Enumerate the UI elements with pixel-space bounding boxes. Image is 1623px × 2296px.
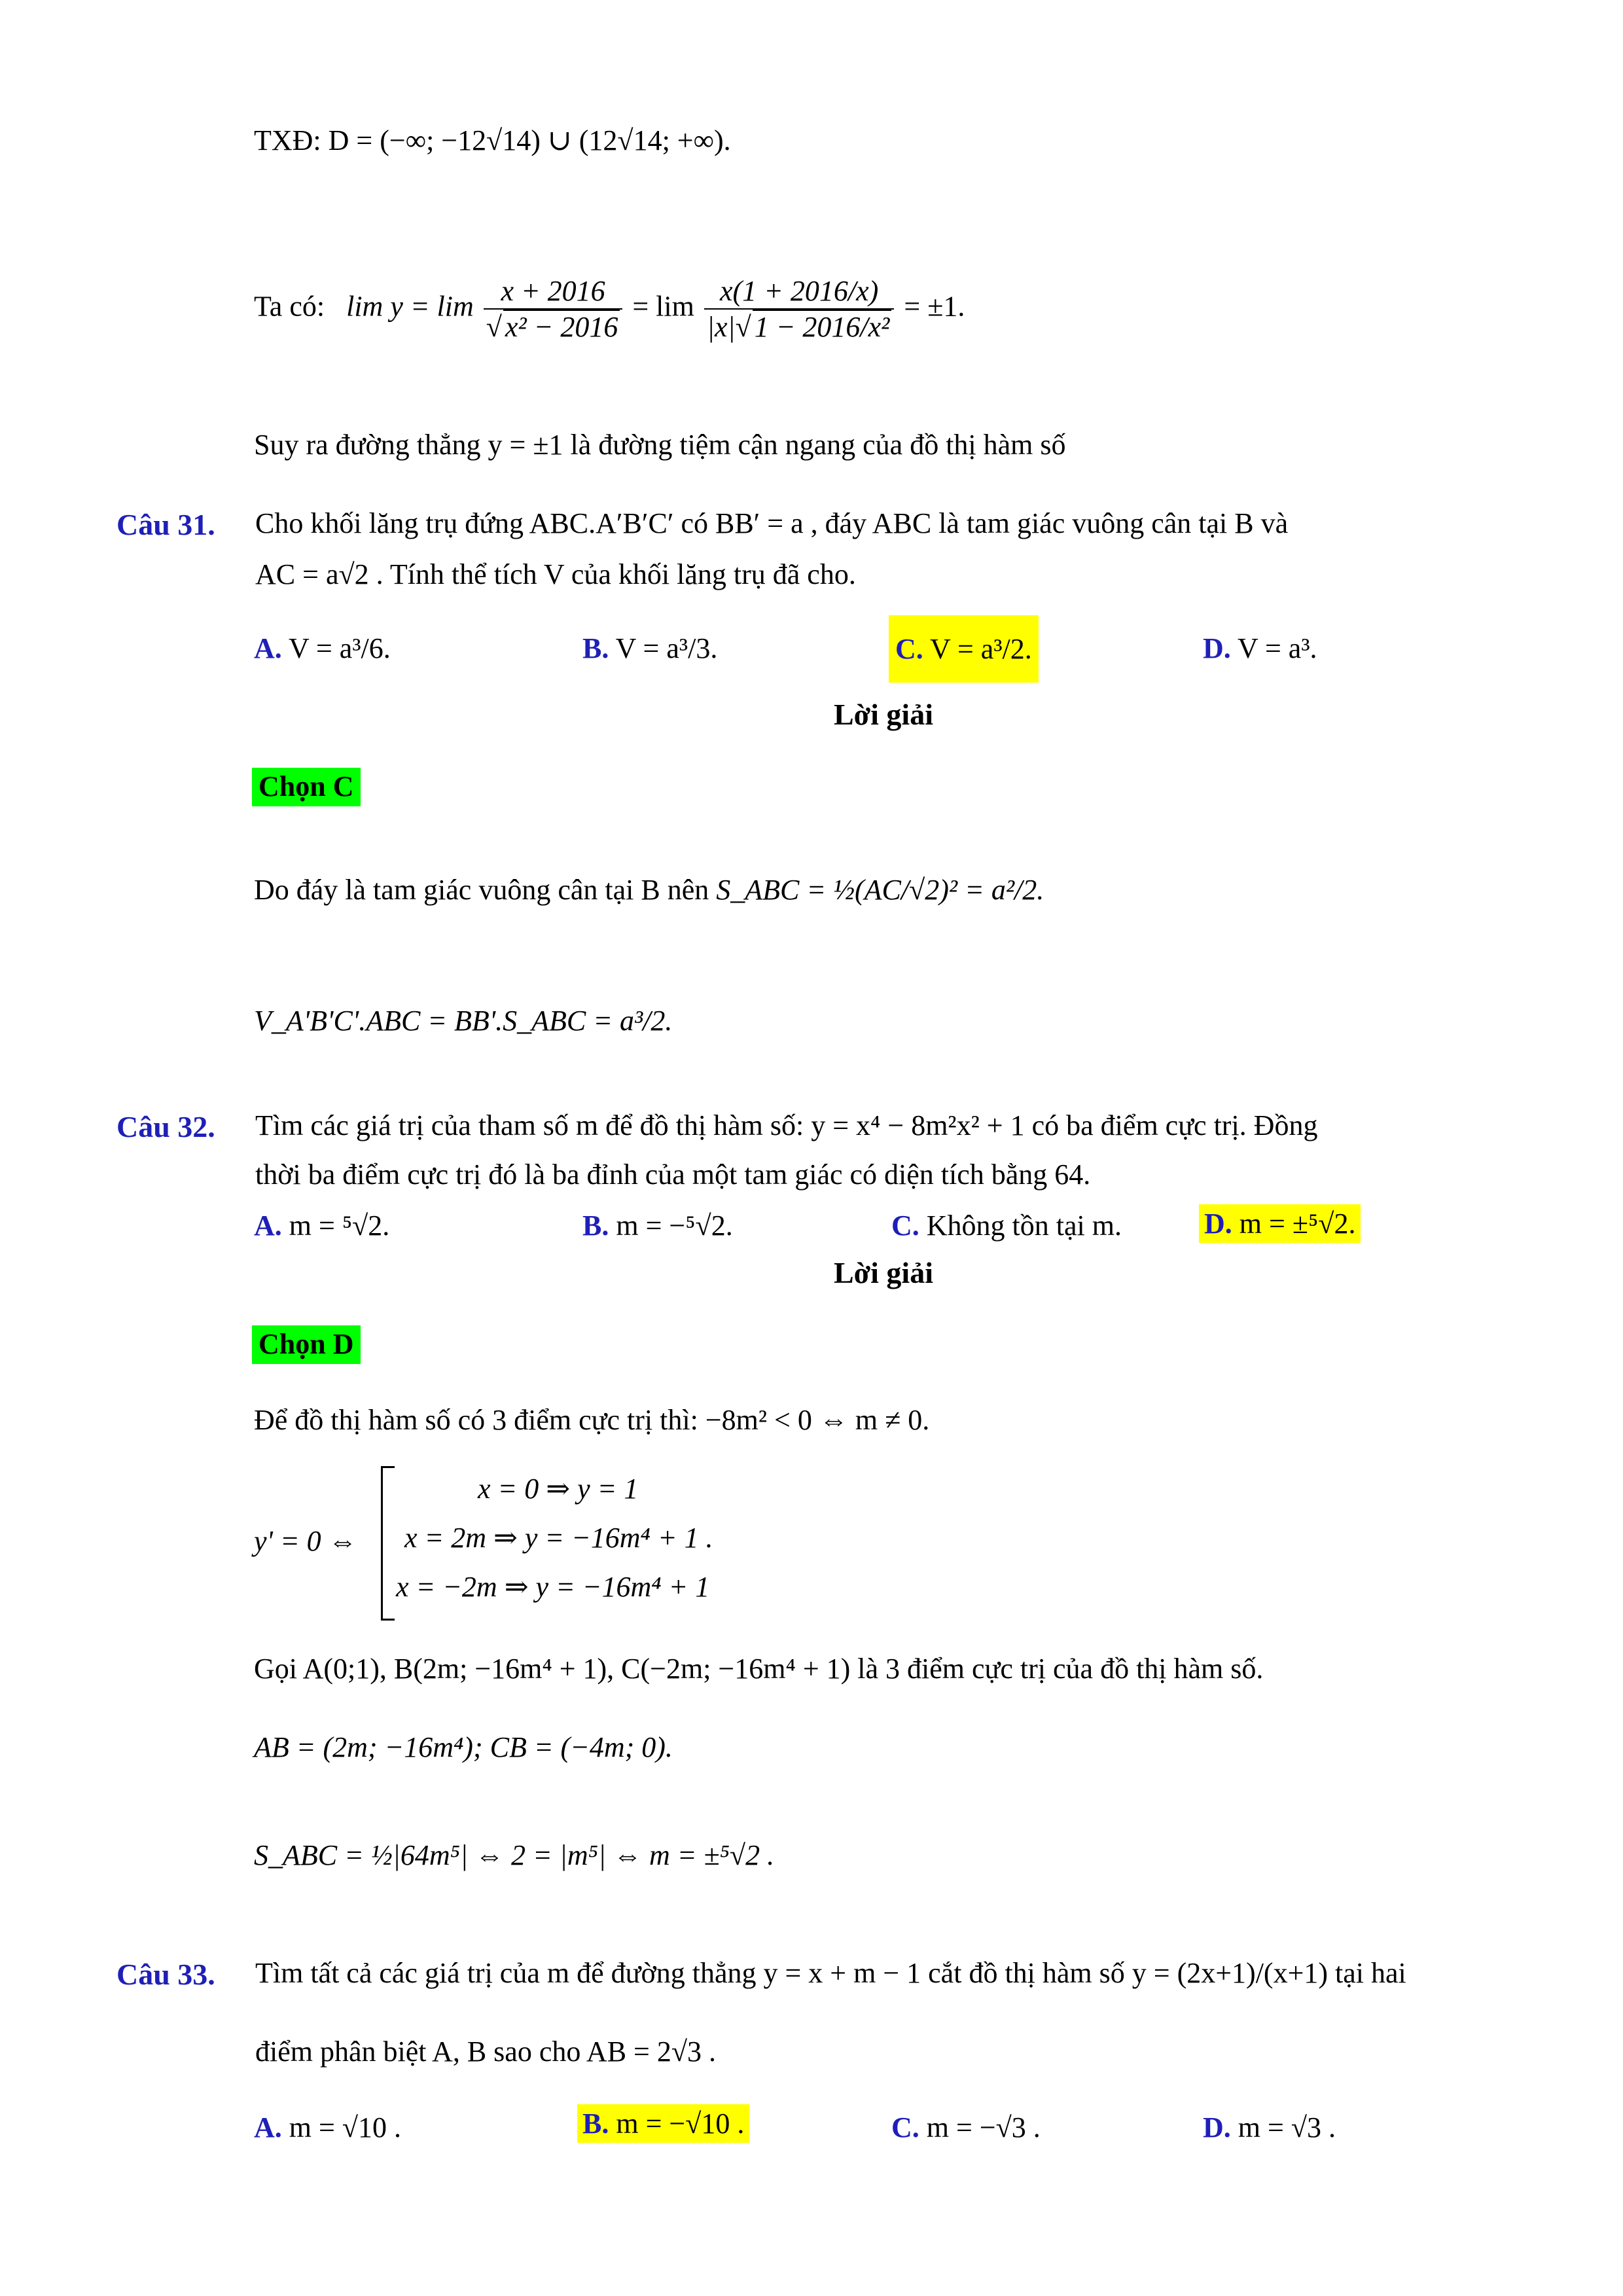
q32-option-d[interactable]: D. m = ±⁵√2. [1199,1204,1361,1243]
q33-option-b[interactable]: B. m = −√10 . [577,2104,749,2143]
q32-case-1: x = 0 ⇒ y = 1 [478,1473,639,1505]
domain-line: TXĐ: D = (−∞; −12√14) ∪ (12√14; +∞). [254,124,731,156]
q32-points: Gọi A(0;1), B(2m; −16m⁴ + 1), C(−2m; −16m⁴ + 1) là 3 điểm cực trị của đồ thị hàm số. [254,1653,1264,1685]
q33-option-a[interactable]: A. m = √10 . [254,2111,401,2144]
limit-line: Ta có: lim y = lim x + 2016 √ x² − 2016 = lim $\frac{x(1 + 2016/x)}{\text{|x|√ 1 − 2016/x²}}$ = ±1. [254,275,965,344]
question-33-label: Câu 33. [116,1958,215,1991]
q32-derivative-lhs: y' = 0 ⇔ [254,1525,357,1557]
q31-option-d[interactable]: D. V = a³. [1203,632,1317,664]
q32-case-3: x = −2m ⇒ y = −16m⁴ + 1 [396,1571,710,1603]
asymptote-line: Suy ra đường thẳng y = ±1 là đường tiệm cận ngang của đồ thị hàm số [254,429,1066,461]
question-32-line2: thời ba điểm cực trị đó là ba đỉnh của một tam giác có diện tích bằng 64. [255,1158,1091,1191]
q32-condition: Để đồ thị hàm số có 3 điểm cực trị thì: −8m² < 0 ⇔ m ≠ 0. [254,1404,930,1436]
q32-area: S_ABC = ½|64m⁵| ⇔ 2 = |m⁵| ⇔ m = ±⁵√2 . [254,1839,775,1871]
q31-option-b[interactable]: B. V = a³/3. [582,632,718,664]
case-bracket [381,1466,395,1621]
q32-case-2: x = 2m ⇒ y = −16m⁴ + 1 . [404,1522,713,1554]
q31-option-a[interactable]: A. V = a³/6. [254,632,391,664]
q32-option-b[interactable]: B. m = −⁵√2. [582,1210,733,1242]
q32-option-a[interactable]: A. m = ⁵√2. [254,1210,390,1242]
question-31-line2: AC = a√2 . Tính thể tích V của khối lăng trụ đã cho. [255,558,856,590]
question-31-label: Câu 31. [116,508,215,541]
q32-choice: Chọn D [252,1325,361,1364]
question-33-line1: Tìm tất cả các giá trị của m để đường thẳng y = x + m − 1 cắt đồ thị hàm số y = (2x+1)/(x+1) tại hai [255,1957,1406,1989]
q32-vectors: AB = (2m; −16m⁴); CB = (−4m; 0). [254,1731,673,1763]
question-32-label: Câu 32. [116,1110,215,1143]
q33-option-c[interactable]: C. m = −√3 . [891,2111,1041,2144]
q31-solution-title: Lời giải [834,698,933,731]
question-31-line1: Cho khối lăng trụ đứng ABC.A′B′C′ có BB′ = a , đáy ABC là tam giác vuông cân tại B và [255,507,1289,539]
limit-fraction: x + 2016 √ x² − 2016 [484,275,623,344]
q32-solution-title: Lời giải [834,1256,933,1289]
limit-fraction-2: $\frac{x(1 + 2016/x)}{\text{|x|√ 1 − 2016/x²}}$ [704,275,895,344]
question-32-line1: Tìm các giá trị của tham số m để đồ thị hàm số: y = x⁴ − 8m²x² + 1 có ba điểm cực trị. Đồng [255,1109,1318,1141]
q31-option-c[interactable]: C. V = a³/2. [889,615,1039,683]
question-33-line2: điểm phân biệt A, B sao cho AB = 2√3 . [255,2036,717,2068]
q32-option-c[interactable]: C. Không tồn tại m. [891,1210,1122,1242]
q31-step2: V_A'B'C'.ABC = BB'.S_ABC = a³/2. [254,1005,673,1037]
q31-choice: Chọn C [252,768,361,806]
q33-option-d[interactable]: D. m = √3 . [1203,2111,1336,2144]
q31-step1: Do đáy là tam giác vuông cân tại B nên S_ABC = ½(AC/√2)² = a²/2. [254,874,1044,906]
